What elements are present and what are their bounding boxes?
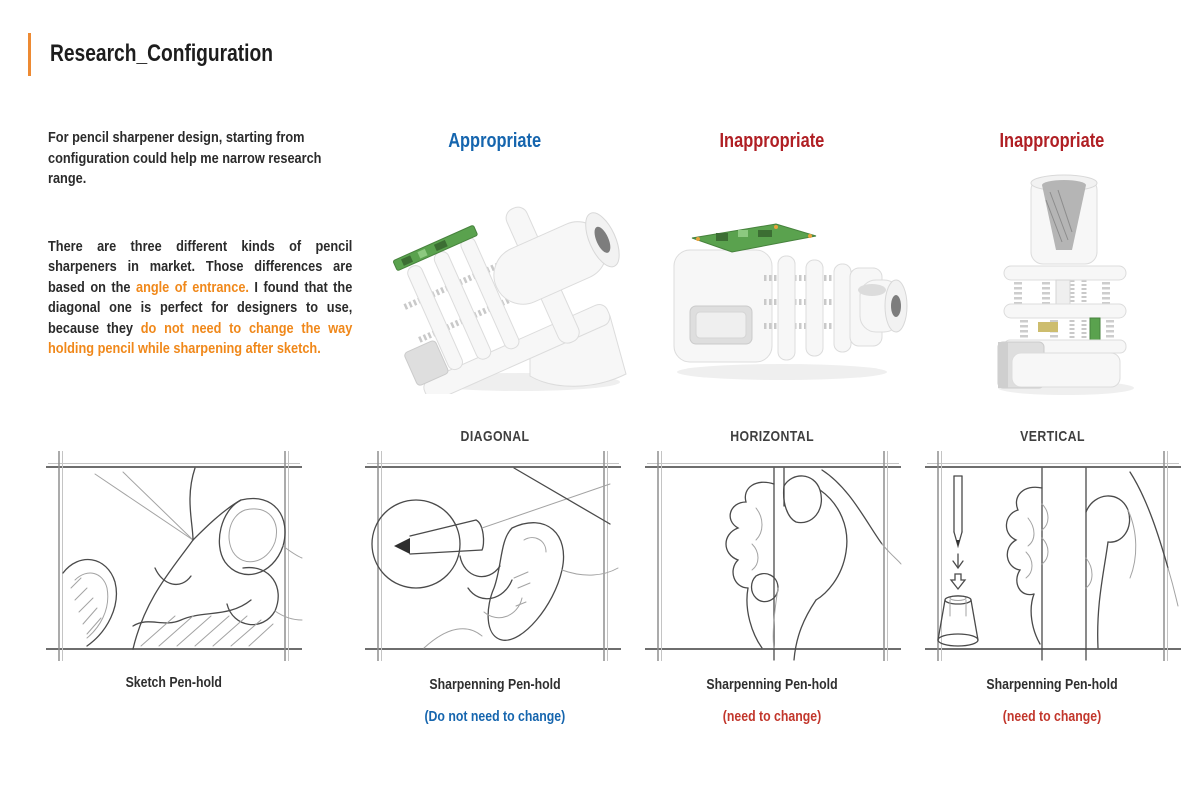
note-diagonal <box>380 708 610 725</box>
base <box>1012 353 1120 387</box>
plate <box>1004 304 1126 318</box>
page-title: Research_Configuration <box>50 40 273 67</box>
orientation-label-vertical <box>937 428 1167 445</box>
chip <box>716 233 728 241</box>
plate <box>834 264 851 352</box>
intro-paragraph-2 <box>48 237 352 360</box>
verdict-header-horizontal <box>657 130 887 153</box>
intro-text-block <box>48 128 352 360</box>
orientation-label-diagonal <box>380 428 610 445</box>
sketch-frame <box>365 451 621 661</box>
vertical-insert-lines <box>938 468 1178 660</box>
column <box>1056 280 1070 306</box>
motor-side <box>998 342 1008 388</box>
chip <box>758 230 772 237</box>
shadow <box>677 364 887 380</box>
title-accent-bar <box>28 33 31 76</box>
sketch-frame <box>925 451 1181 661</box>
horizontal-pencil-sharpener-render <box>664 206 908 390</box>
gripping-hands-lines <box>726 468 901 660</box>
verdict-header-vertical <box>937 130 1167 153</box>
highlight-angle-of-entrance: angle of entrance. <box>135 278 249 296</box>
plate <box>778 256 795 360</box>
hand-sketching-lines <box>63 468 302 649</box>
component <box>1038 322 1058 332</box>
caption-sharpening-horizontal <box>657 676 887 693</box>
verdict-label: Inappropriate <box>719 130 825 152</box>
hand-sharpening-horizontal-drawing <box>644 448 902 670</box>
sketch-pen-hold-drawing <box>45 448 303 670</box>
verdict-label: Appropriate <box>448 130 542 152</box>
pencil-tip <box>394 538 410 554</box>
sketch-frame <box>46 451 302 661</box>
orientation-label-horizontal <box>657 428 887 445</box>
note-text: (need to change) <box>1002 708 1102 725</box>
standoff <box>696 237 700 241</box>
note-horizontal <box>657 708 887 725</box>
standoff <box>808 234 812 238</box>
caption-text: Sharpenning Pen-hold <box>986 676 1118 693</box>
hand-sharpening-vertical-drawing <box>924 448 1182 670</box>
plate <box>806 260 823 356</box>
caption-sketch-pen-hold <box>45 674 303 691</box>
caption-sharpening-diagonal <box>380 676 610 693</box>
caption-text: Sharpenning Pen-hold <box>706 676 838 693</box>
hand-sharpening-diagonal-drawing <box>364 448 622 670</box>
verdict-header-diagonal <box>380 130 610 153</box>
orientation-text: DIAGONAL <box>460 428 530 445</box>
barrel-slot <box>858 284 886 296</box>
caption-text: Sketch Pen-hold <box>125 674 223 691</box>
chip <box>738 230 748 237</box>
orientation-text: HORIZONTAL <box>730 428 814 445</box>
caption-text: Sharpenning Pen-hold <box>429 676 561 693</box>
intro-paragraph-1: For pencil sharpener design, starting from configuration could help me narrow research range. <box>48 129 322 187</box>
note-text: (Do not need to change) <box>424 708 566 725</box>
circuit-board <box>692 224 816 252</box>
intro-paragraph-2-seg3: I found that the diagonal one is perfect for designers to use, because they <box>48 278 353 337</box>
orientation-text: VERTICAL <box>1019 428 1085 445</box>
verdict-label: Inappropriate <box>999 130 1105 152</box>
diagonal-pencil-sharpener-render <box>392 198 644 394</box>
motor-face <box>696 312 746 338</box>
standoff <box>774 225 778 229</box>
highlight-no-need-to-change: do not need to change the way holding pencil while sharpening after sketch. <box>48 319 353 357</box>
hollow-arrow <box>951 574 965 589</box>
plate <box>1004 266 1126 280</box>
note-text: (need to change) <box>722 708 822 725</box>
note-vertical <box>937 708 1167 725</box>
vertical-pencil-sharpener-render <box>984 170 1148 400</box>
caption-sharpening-vertical <box>937 676 1167 693</box>
intro-paragraph-2-seg1: There are three different kinds of pencil sharpeners in market. Those differences are based on the <box>48 237 353 296</box>
pencil-into-sharpener-lines <box>372 468 618 648</box>
pencil-hole <box>891 295 901 317</box>
